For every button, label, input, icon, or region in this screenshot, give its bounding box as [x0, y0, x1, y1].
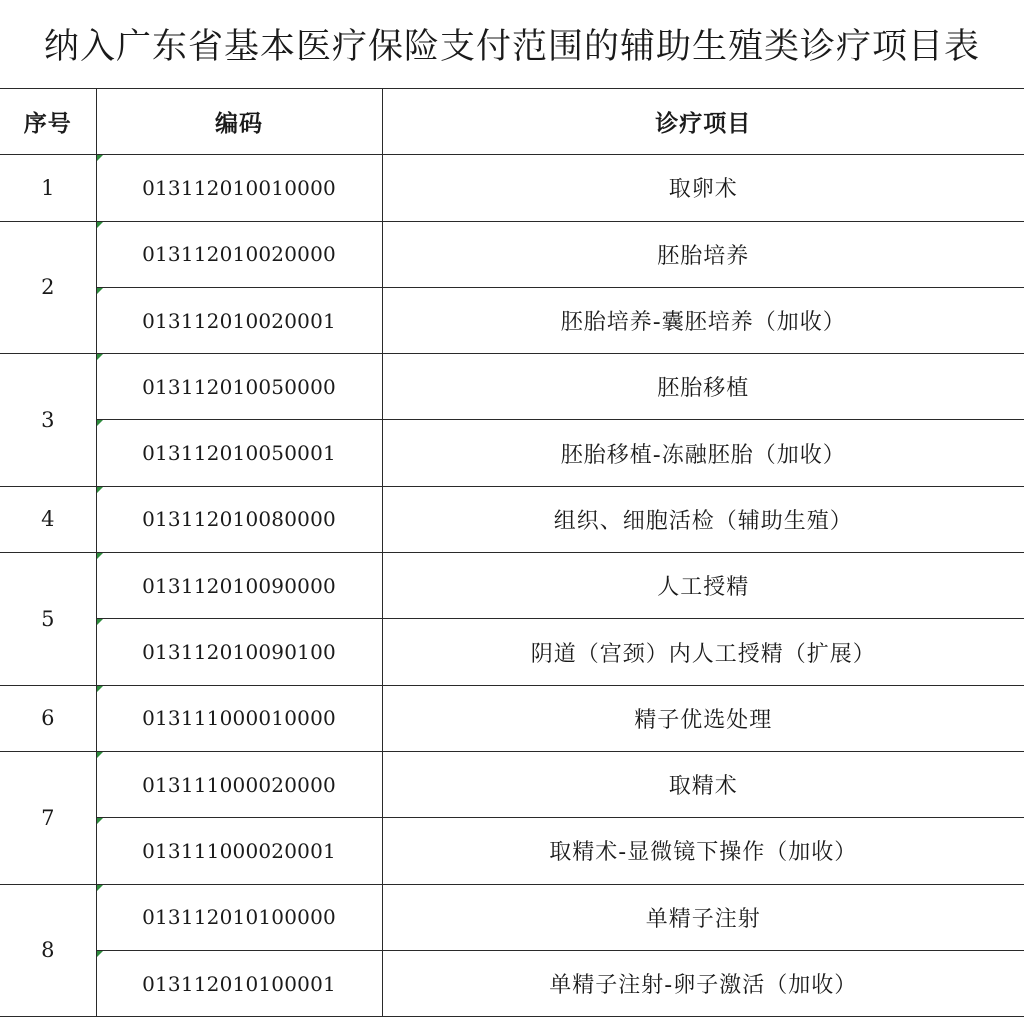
header-code: 编码: [96, 89, 382, 155]
row-seq-cell: 5: [0, 553, 96, 686]
table-header-row: [0, 89, 1024, 155]
row-item-name-cell: 阴道（宫颈）内人工授精（扩展）: [382, 619, 1024, 685]
page-title: 纳入广东省基本医疗保险支付范围的辅助生殖类诊疗项目表: [43, 27, 980, 67]
row-item-name-cell: 胚胎移植-冻融胚胎（加收）: [382, 420, 1024, 486]
row-code-cell: 013112010050000: [96, 354, 382, 420]
row-code-cell: 013111000020000: [96, 751, 382, 817]
row-item-name-cell: 取精术-显微镜下操作（加收）: [382, 818, 1024, 884]
row-item-name-cell: 人工授精: [382, 553, 1024, 619]
row-item-name-cell: 单精子注射: [382, 884, 1024, 950]
table-row: [0, 287, 1024, 353]
row-code-cell: 013112010020000: [96, 221, 382, 287]
row-item-name-cell: 胚胎培养-囊胚培养（加收）: [382, 287, 1024, 353]
row-seq-cell: 7: [0, 751, 96, 884]
diagnosis-items-table: [0, 88, 1024, 1017]
row-code-cell: 013112010100001: [96, 950, 382, 1016]
row-seq-cell: 2: [0, 221, 96, 354]
table-row: [0, 486, 1024, 552]
row-code-cell: 013112010010000: [96, 155, 382, 221]
table-row: [0, 685, 1024, 751]
row-item-name-cell: 单精子注射-卵子激活（加收）: [382, 950, 1024, 1016]
row-code-cell: 013112010080000: [96, 486, 382, 552]
row-code-cell: 013111000010000: [96, 685, 382, 751]
row-code-cell: 013112010020001: [96, 287, 382, 353]
row-code-cell: 013111000020001: [96, 818, 382, 884]
header-seq: 序号: [0, 89, 96, 155]
row-seq-cell: 4: [0, 486, 96, 552]
table-row: [0, 155, 1024, 221]
table-row: [0, 221, 1024, 287]
row-item-name-cell: 精子优选处理: [382, 685, 1024, 751]
table-row: [0, 751, 1024, 817]
row-item-name-cell: 胚胎移植: [382, 354, 1024, 420]
row-item-name-cell: 取卵术: [382, 155, 1024, 221]
row-seq-cell: 6: [0, 685, 96, 751]
row-item-name-cell: 组织、细胞活检（辅助生殖）: [382, 486, 1024, 552]
row-code-cell: 013112010100000: [96, 884, 382, 950]
table-body: [0, 155, 1024, 1017]
table-row: [0, 420, 1024, 486]
row-item-name-cell: 胚胎培养: [382, 221, 1024, 287]
row-seq-cell: 8: [0, 884, 96, 1017]
row-code-cell: 013112010090000: [96, 553, 382, 619]
table-row: [0, 818, 1024, 884]
row-seq-cell: 1: [0, 155, 96, 221]
table-row: [0, 553, 1024, 619]
row-item-name-cell: 取精术: [382, 751, 1024, 817]
table-row: [0, 354, 1024, 420]
row-seq-cell: 3: [0, 354, 96, 487]
row-code-cell: 013112010050001: [96, 420, 382, 486]
table-row: [0, 884, 1024, 950]
table-row: [0, 619, 1024, 685]
table-row: [0, 950, 1024, 1016]
header-name: 诊疗项目: [382, 89, 1024, 155]
row-code-cell: 013112010090100: [96, 619, 382, 685]
